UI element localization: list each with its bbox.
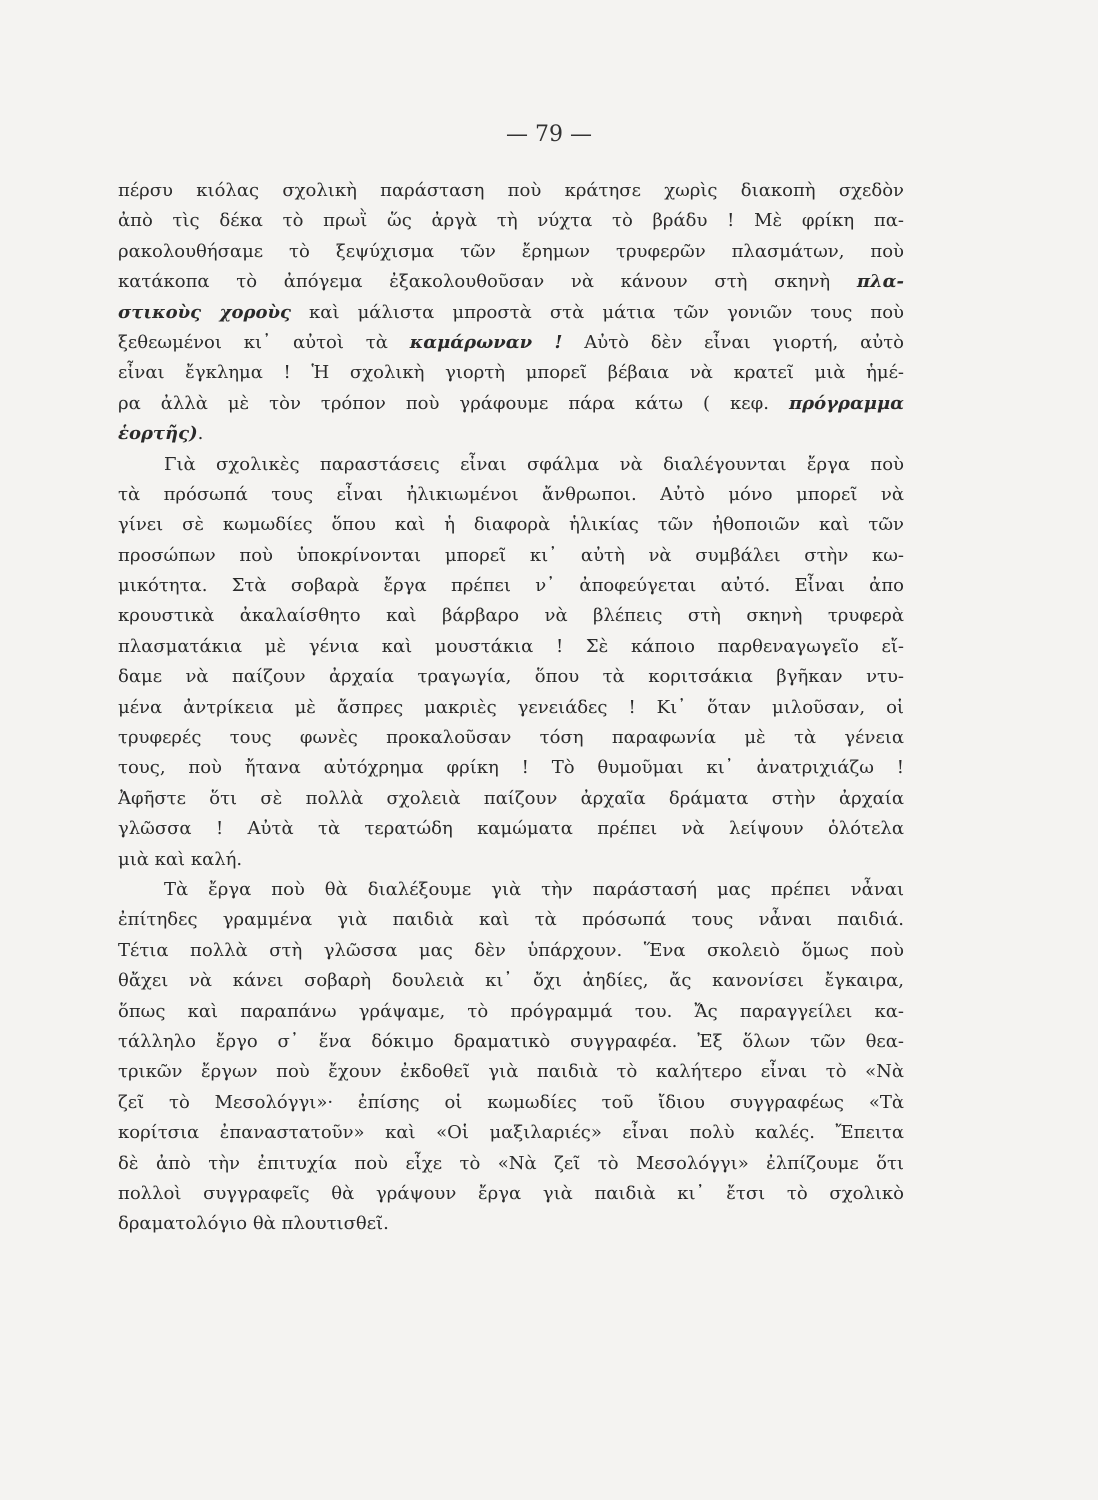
text-line (118, 662, 904, 692)
text-line (118, 298, 904, 328)
text-line (118, 510, 904, 540)
text-line (118, 1027, 904, 1057)
text-line (118, 358, 904, 388)
text-segment: προσώπων ποὺ ὑποκρίνονται μπορεῖ κι᾿ αὐτὴ νὰ συμβάλει στὴν κω- (118, 544, 904, 566)
text-segment: πολλοὶ συγγραφεῖς θὰ γράψουν ἔργα γιὰ παιδιὰ κι᾿ ἔτσι τὸ σχολικὸ (118, 1182, 904, 1204)
text-segment: τὰ πρόσωπά τους εἶναι ἠλικιωμένοι ἄνθρωποι. Αὐτὸ μόνο μπορεῖ νὰ (118, 483, 904, 505)
text-segment: ἀπὸ τὶς δέκα τὸ πρωῒ ὥς ἀργὰ τὴ νύχτα τὸ βράδυ ! Μὲ φρίκη πα- (118, 210, 904, 232)
text-segment: Ἀφῆστε ὅτι σὲ πολλὰ σχολειὰ παίζουν ἀρχαῖα δράματα στὴν ἀρχαία (118, 787, 904, 809)
text-segment: θἄχει νὰ κάνει σοβαρὴ δουλειὰ κι᾿ ὄχι ἀηδίες, ἄς κανονίσει ἔγκαιρα, (118, 970, 904, 992)
text-segment: ὅπως καὶ παραπάνω γράψαμε, τὸ πρόγραμμά του. Ἄς παραγγείλει κα- (118, 1000, 904, 1022)
text-segment: τρικῶν ἔργων ποὺ ἔχουν ἐκδοθεῖ γιὰ παιδιὰ τὸ καλήτερο εἶναι τὸ «Νὰ (118, 1061, 904, 1083)
text-segment: πλασματάκια μὲ γένια καὶ μουστάκια ! Σὲ κάποιο παρθεναγωγεῖο εἴ- (118, 635, 904, 657)
text-body (118, 176, 904, 1240)
text-line (118, 419, 904, 449)
text-line (118, 176, 904, 206)
text-line (118, 693, 904, 723)
text-segment: τους, ποὺ ἤτανα αὐτόχρημα φρίκη ! Τὸ θυμοῦμαι κι᾿ ἀνατριχιάζω ! (118, 757, 904, 779)
text-line (118, 328, 904, 358)
text-line (118, 1179, 904, 1209)
text-segment: ρα ἀλλὰ μὲ τὸν τρόπον ποὺ γράφουμε πάρα κάτω ( κεφ. (118, 392, 789, 414)
emphasized-text: ἑορτῆς) (118, 423, 198, 445)
text-line (118, 1088, 904, 1118)
text-segment: ἐπίτηδες γραμμένα γιὰ παιδιὰ καὶ τὰ πρόσωπά τους νἆναι παιδιά. (118, 909, 904, 931)
text-segment: δραματολόγιο θὰ πλουτισθεῖ. (118, 1213, 389, 1235)
text-segment: ζεῖ τὸ Μεσολόγγι»· ἐπίσης οἱ κωμωδίες τοῦ ἴδιου συγγραφέως «Τὰ (118, 1091, 904, 1113)
emphasized-text: πρόγραμμα (788, 392, 904, 414)
text-line (118, 601, 904, 631)
emphasized-text: στικοὺς χοροὺς (118, 301, 291, 323)
text-segment: μένα ἀντρίκεια μὲ ἄσπρες μακριὲς γενειάδες ! Κι᾿ ὅταν μιλοῦσαν, οἱ (118, 696, 904, 718)
text-line (118, 1149, 904, 1179)
text-segment: τρυφερές τους φωνὲς προκαλοῦσαν τόση παραφωνία μὲ τὰ γένεια (118, 727, 904, 749)
text-segment: εἶναι ἔγκλημα ! Ἡ σχολικὴ γιορτὴ μπορεῖ βέβαια νὰ κρατεῖ μιὰ ἡμέ- (118, 362, 904, 384)
text-line (118, 571, 904, 601)
text-line (118, 966, 904, 996)
text-segment: Τέτια πολλὰ στὴ γλῶσσα μας δὲν ὑπάρχουν. Ἕνα σκολειὸ ὅμως ποὺ (118, 939, 904, 961)
text-line (118, 450, 904, 480)
text-line (118, 1118, 904, 1148)
text-line (118, 936, 904, 966)
text-line (118, 723, 904, 753)
text-segment: γλῶσσα ! Αὐτὰ τὰ τερατώδη καμώματα πρέπει νὰ λείψουν ὁλότελα (118, 818, 904, 840)
text-segment: δαμε νὰ παίζουν ἀρχαία τραγωγία, ὅπου τὰ κοριτσάκια βγῆκαν ντυ- (118, 666, 904, 688)
emphasized-text: πλα- (856, 271, 904, 293)
text-line (118, 875, 904, 905)
text-segment: ρακολουθήσαμε τὸ ξεψύχισμα τῶν ἔρημων τρυφερῶν πλασμάτων, ποὺ (118, 240, 904, 262)
text-line (118, 389, 904, 419)
page-number: — 79 — (506, 122, 592, 147)
text-segment: κατάκοπα τὸ ἀπόγεμα ἐξακολουθοῦσαν νὰ κάνουν στὴ σκηνὴ (118, 271, 857, 293)
text-line (118, 267, 904, 297)
text-line (118, 541, 904, 571)
text-line (118, 1209, 904, 1239)
text-segment: τάλληλο ἔργο σ᾿ ἕνα δόκιμο δραματικὸ συγγραφέα. Ἐξ ὅλων τῶν θεα- (118, 1030, 904, 1052)
text-segment: δὲ ἀπὸ τὴν ἐπιτυχία ποὺ εἶχε τὸ «Νὰ ζεῖ τὸ Μεσολόγγι» ἐλπίζουμε ὅτι (118, 1152, 904, 1174)
text-segment: Γιὰ σχολικὲς παραστάσεις εἶναι σφάλμα νὰ διαλέγουνται ἔργα ποὺ (164, 453, 904, 475)
text-line (118, 997, 904, 1027)
text-line (118, 905, 904, 935)
text-line (118, 845, 904, 875)
text-segment: Τὰ ἔργα ποὺ θὰ διαλέξουμε γιὰ τὴν παράστασή μας πρέπει νἆναι (164, 878, 904, 900)
text-segment: κρουστικὰ ἀκαλαίσθητο καὶ βάρβαρο νὰ βλέπεις στὴ σκηνὴ τρυφερὰ (118, 605, 904, 627)
text-segment: μικότητα. Στὰ σοβαρὰ ἔργα πρέπει ν᾿ ἀποφεύγεται αὐτό. Εἶναι ἀπο (118, 575, 904, 597)
text-line (118, 480, 904, 510)
text-segment: μιὰ καὶ καλή. (118, 848, 243, 870)
text-segment: γίνει σὲ κωμωδίες ὅπου καὶ ἡ διαφορὰ ἡλικίας τῶν ἠθοποιῶν καὶ τῶν (118, 514, 904, 536)
text-segment: καὶ μάλιστα μπροστὰ στὰ μάτια τῶν γονιῶν τους ποὺ (290, 301, 904, 323)
text-segment: πέρσυ κιόλας σχολικὴ παράσταση ποὺ κράτησε χωρὶς διακοπὴ σχεδὸν (118, 180, 904, 201)
text-line (118, 753, 904, 783)
emphasized-text: καμάρωναν ! (409, 331, 563, 353)
text-line (118, 237, 904, 267)
text-line (118, 1057, 904, 1087)
text-segment: . (197, 423, 204, 445)
text-line (118, 206, 904, 236)
text-segment: Αὐτὸ δὲν εἶναι γιορτή, αὐτὸ (562, 331, 904, 353)
text-line (118, 814, 904, 844)
text-line (118, 632, 904, 662)
text-line (118, 784, 904, 814)
text-segment: ξεθεωμένοι κι᾿ αὐτοὶ τὰ (118, 331, 410, 353)
text-segment: κορίτσια ἐπαναστατοῦν» καὶ «Οἱ μαξιλαριές» εἶναι πολὺ καλές. Ἔπειτα (118, 1122, 904, 1144)
